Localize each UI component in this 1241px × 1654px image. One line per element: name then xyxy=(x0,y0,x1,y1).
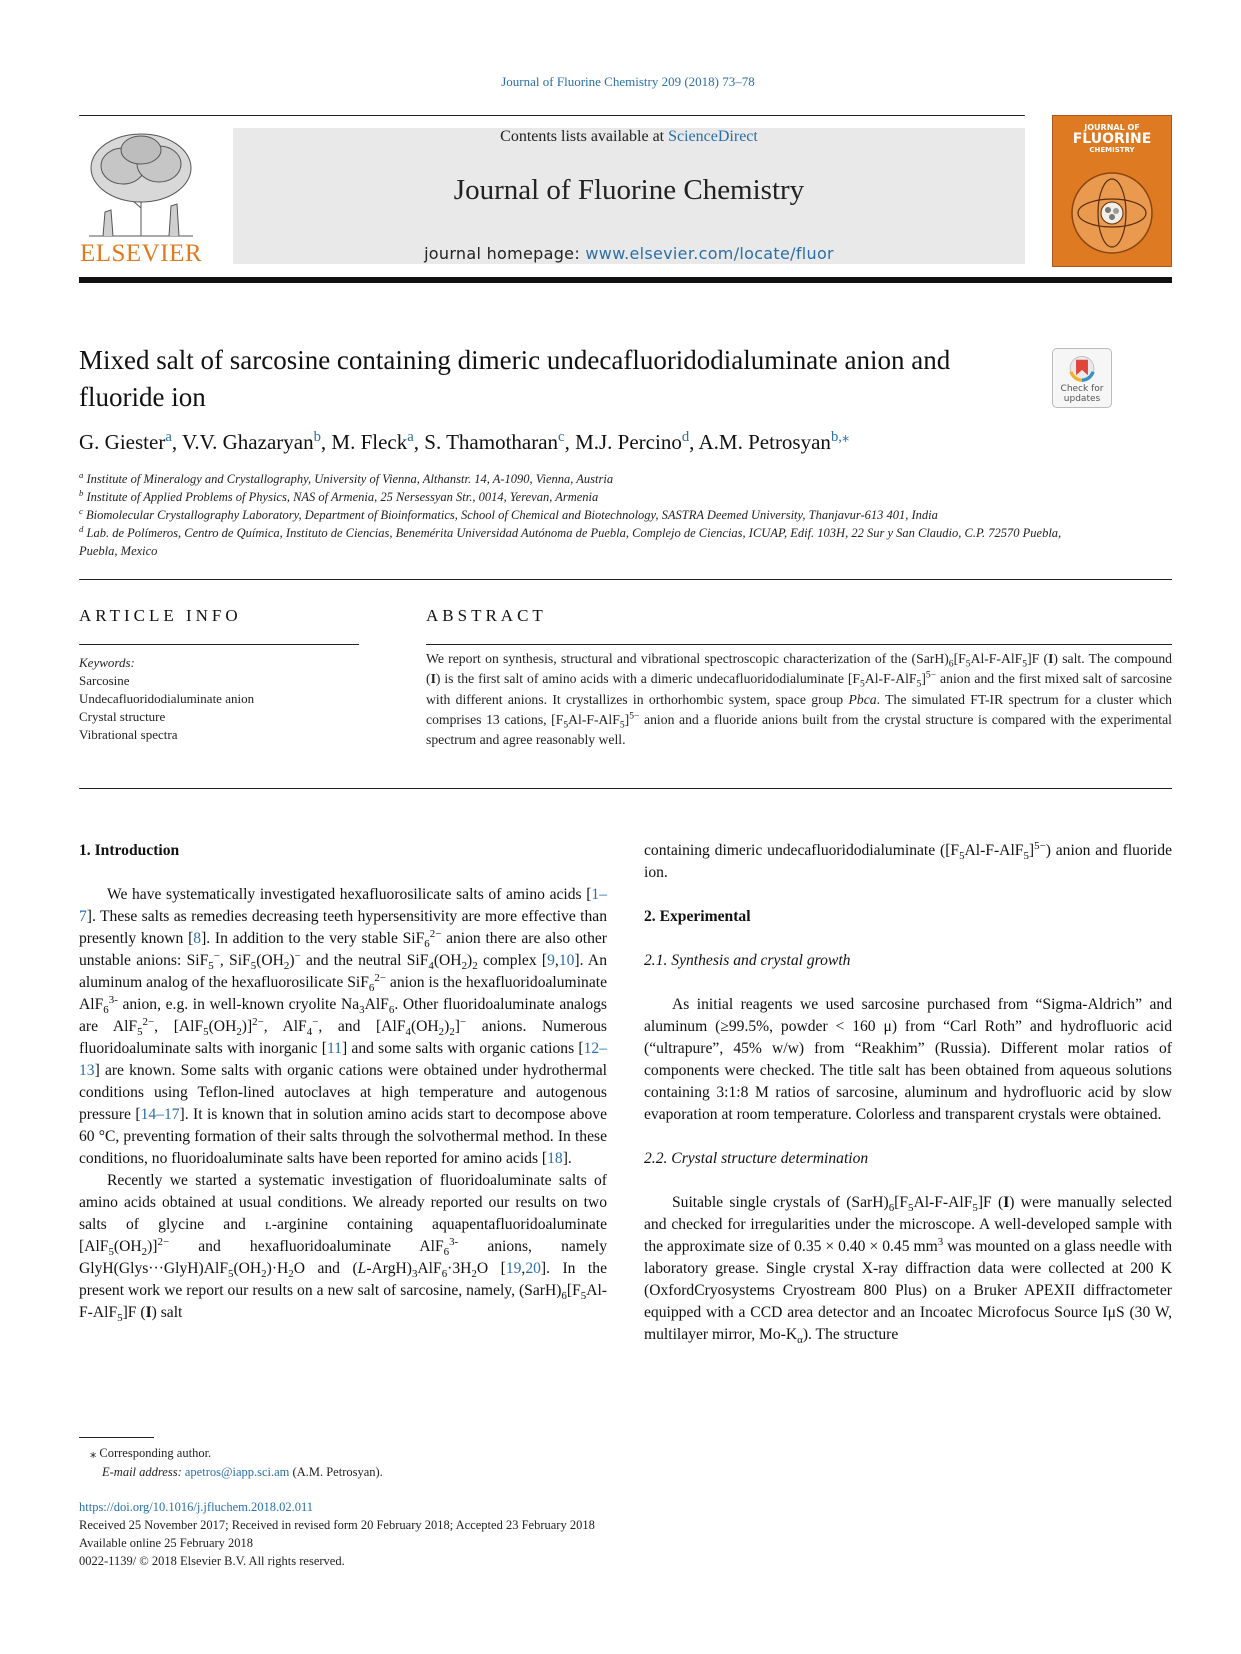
elsevier-wordmark: ELSEVIER xyxy=(79,240,203,267)
author-email-link[interactable]: apetros@iapp.sci.am xyxy=(184,1465,290,1479)
crossmark-icon xyxy=(1053,353,1111,387)
keyword-item: Sarcosine xyxy=(79,673,130,688)
author-affiliation-marker[interactable]: c xyxy=(558,429,565,445)
corresponding-author-footnote xyxy=(90,1444,383,1482)
crystal-structure-heading: 2.2. Crystal structure determination xyxy=(644,1150,869,1167)
section-rule xyxy=(79,788,1172,789)
cover-atom-icon xyxy=(1067,168,1157,258)
keywords-block xyxy=(79,654,254,744)
author-name: A.M. Petrosyan xyxy=(698,430,831,454)
author-affiliation-marker[interactable]: b,⁎ xyxy=(830,429,850,445)
keyword-item: Crystal structure xyxy=(79,709,166,724)
sciencedirect-link[interactable]: ScienceDirect xyxy=(668,128,758,145)
affiliation-item xyxy=(79,524,1099,560)
affiliation-text: Biomolecular Crystallography Laboratory, Department of Bioinformatics, School of Chemical and Biotechnology, SASTRA Deemed University, Thanjavur-613 401, India xyxy=(82,508,938,522)
email-owner: (A.M. Petrosyan). xyxy=(292,1465,383,1479)
cover-title xyxy=(1059,124,1165,154)
affiliation-key: d xyxy=(79,523,84,534)
affiliation-text: Institute of Mineralogy and Crystallography, University of Vienna, Althanstr. 14, A-1090, Vienna, Austria xyxy=(83,472,614,486)
keyword-item: Undecafluoridodialuminate anion xyxy=(79,691,255,706)
journal-header-box xyxy=(233,128,1025,264)
synthesis-heading: 2.1. Synthesis and crystal growth xyxy=(644,952,851,969)
author-name: G. Giester xyxy=(79,430,166,454)
structure-paragraph: Suitable single crystals of $(SarH)_6[F_5Al-F-AlF_5]F$ (I) were manually selected and checked for irregularities under the microscope. A well-developed sample with the approximate size of 0.35 × 0.40 × 0.45 $mm^3$ was mounted on a glass needle with laboratory grease. Single crystal X-ray diffraction data were collected at 200 K (OxfordCryosystems Cryostream 800 Plus) on a Bruker APEXII diffractometer equipped with a CCD area detector and an Incoatec Microfocus Source IμS (30 W, multilayer mirror, $Mo-K_\alpha$). The structure xyxy=(644,1194,1172,1347)
affiliation-key: b xyxy=(79,487,84,498)
intro-paragraph: We have systematically investigated hexafluorosilicate salts of amino acids [1–7]. These salts as remedies decreasing teeth hypersensitivity are more effective than presently known [8]. In addition to the very stable SiF$_6^{2-}$ anion there are also other unstable anions: SiF$_5$−, $SiF_5(OH_2)^-$ and the neutral $SiF_4(OH_2)_2$ complex [9,10]. An aluminum analog of the hexafluorosilicate SiF$_6^{2-}$ anion is the hexafluoridoaluminate AlF$_6^{3-}$ anion, e.g. in well-known cryolite $Na_3AlF_6$. Other fluoridoaluminate analogs are AlF$_5^{2-}$, $[AlF_5(OH_2)]^{2-}$, AlF$_4$−, and $[AlF_4(OH_2)_2]^-$ anions. Numerous fluoridoaluminate salts with inorganic [11] and some salts with organic cations [12–13] are known. Some salts with organic cations were obtained under hydrothermal conditions using Teflon-lined autoclaves at high temperature and autogenous pressure [14–17]. It is known that in solution amino acids start to decompose above 60 °C, preventing formation of their salts through the solvothermal method. In these conditions, no fluoridoaluminate salts have been reported for amino acids [18]. xyxy=(79,886,607,1167)
author-affiliation-marker[interactable]: d xyxy=(681,429,690,445)
article-title: Mixed salt of sarcosine containing dimeric undecafluoridodialuminate anion and fluoride ion xyxy=(79,345,951,412)
affiliation-list xyxy=(79,470,1099,560)
affiliation-item xyxy=(79,488,1099,506)
journal-homepage-link[interactable]: www.elsevier.com/locate/fluor xyxy=(585,244,834,263)
email-line xyxy=(90,1463,383,1482)
publication-info xyxy=(79,1498,595,1570)
contents-available-line xyxy=(233,128,1025,146)
doi-link[interactable]: https://doi.org/10.1016/j.jfluchem.2018.02.011 xyxy=(79,1500,314,1514)
email-label: E-mail address: xyxy=(102,1465,182,1479)
cover-title-line1: JOURNAL OF xyxy=(1084,123,1140,132)
author-affiliation-marker[interactable]: b xyxy=(313,429,321,445)
affiliation-text: Lab. de Polímeros, Centro de Química, Instituto de Ciencias, Benemérita Universidad Autónoma de Puebla, Complejo de Ciencias, ICUAP, Edif. 103H, 22 Sur y San Claudio, C.P. 72570 Puebla, Puebla, Mexico xyxy=(79,526,1062,558)
available-online-date: Available online 25 February 2018 xyxy=(79,1536,254,1550)
header-thick-rule xyxy=(79,277,1172,283)
received-dates: Received 25 November 2017; Received in revised form 20 February 2018; Accepted 23 February 2018 xyxy=(79,1518,595,1532)
affiliation-key: a xyxy=(79,469,84,480)
cover-title-line3: CHEMISTRY xyxy=(1089,146,1135,155)
check-for-updates-badge[interactable] xyxy=(1052,348,1112,408)
cover-title-line2: FLUORINE xyxy=(1072,131,1152,148)
intro-paragraph-continued: containing dimeric undecafluoridodialuminate $([F_5Al-F-AlF_5]^{5-})$ anion and fluoride ion. xyxy=(644,839,1172,881)
intro-paragraph: Recently we started a systematic investigation of fluoridoaluminate salts of amino acids obtained at usual conditions. We already reported our results on two salts of glycine and l-arginine containing aquapentafluoridoaluminate $[AlF_5(OH_2)]^{2-}$ and hexafluoridoaluminate AlF$_6^{3-}$ anions, namely $GlyH(Glys\cdot\cdot\cdot GlyH)AlF_5(OH_2)\cdot H_2O$ and $(L-ArgH)_3AlF_6\cdot 3H_2O$ [19,20]. In the present work we report our results on a new salt of sarcosine, namely, $(SarH)_6[F_5Al-F-AlF_5]F$ (I) salt xyxy=(79,1172,607,1325)
affiliation-item xyxy=(79,470,1099,488)
author-affiliation-marker[interactable]: a xyxy=(165,429,172,445)
article-info-heading: ARTICLE INFO xyxy=(79,606,242,625)
article-info-rule xyxy=(79,644,359,645)
elsevier-tree-icon xyxy=(83,128,199,238)
keywords-label: Keywords: xyxy=(79,655,135,670)
corresponding-author-note: ⁎ Corresponding author. xyxy=(90,1446,212,1460)
check-for-updates-label: Check for updates xyxy=(1060,384,1104,404)
journal-citation[interactable]: Journal of Fluorine Chemistry 209 (2018) 73–78 xyxy=(501,74,755,89)
affiliation-item xyxy=(79,506,1099,524)
header-top-rule xyxy=(79,115,1025,116)
author-name: V.V. Ghazaryan xyxy=(181,430,314,454)
affiliation-key: c xyxy=(79,505,83,516)
journal-homepage-line xyxy=(233,244,1025,263)
footnote-rule xyxy=(79,1437,154,1438)
author-name: S. Thamotharan xyxy=(424,430,559,454)
homepage-prefix: journal homepage: xyxy=(424,244,586,263)
author-name: M. Fleck xyxy=(331,430,408,454)
contents-prefix: Contents lists available at xyxy=(500,128,669,145)
author-affiliation-marker[interactable]: a xyxy=(407,429,414,445)
body-column-right xyxy=(644,840,1172,1346)
introduction-heading: 1. Introduction xyxy=(79,842,180,859)
synthesis-paragraph: As initial reagents we used sarcosine purchased from “Sigma-Aldrich” and aluminum (≥99.5%, powder < 160 μ) from “Carl Roth” and hydrofluoric acid (“ultrapure”, 45% w/w) from “Reakhim” (Russia). Different molar ratios of components were checked. The title salt has been obtained from aqueous solutions containing 3:1:8 M ratios of sarcosine, aluminum and hydrofluoric acid by slow evaporation at room temperature. Colorless and transparent crystals were obtained. xyxy=(644,996,1172,1123)
keyword-item: Vibrational spectra xyxy=(79,727,178,742)
body-column-left xyxy=(79,840,607,1324)
author-list: G. Giester$^a$, V.V. Ghazaryan$^b$, M. Fleck$^a$, S. Thamotharan$^c$, M.J. Percino$^d$, A.M. Petrosyan$^{b,⁎}$ xyxy=(79,429,850,454)
affiliation-text: Institute of Applied Problems of Physics, NAS of Armenia, 25 Nersessyan Str., 0014, Yerevan, Armenia xyxy=(83,490,599,504)
section-rule xyxy=(79,579,1172,580)
author-name: M.J. Percino xyxy=(575,430,682,454)
abstract-rule xyxy=(426,644,1172,645)
abstract-text: We report on synthesis, structural and vibrational spectroscopic characterization of the $(SarH)_6[F_5Al-F-AlF_5]F$ (I) salt. The compound (I) is the first salt of amino acids with a dimeric undecafluoridodialuminate $[F_5Al-F-AlF_5]^{5-}$ anion and the first mixed salt of sarcosine with different anions. It crystallizes in orthorhombic system, space group Pbca. The simulated FT-IR spectrum for a cluster which comprises 13 cations, $[F_5Al-F-AlF_5]^{5-}$ anion and a fluoride anions built from the crystal structure is compared with the experimental spectrum and agree reasonably well. xyxy=(426,651,1173,748)
elsevier-logo xyxy=(79,128,203,268)
abstract-heading: ABSTRACT xyxy=(426,606,547,625)
journal-cover-thumbnail[interactable] xyxy=(1052,115,1172,267)
journal-name: Journal of Fluorine Chemistry xyxy=(453,174,805,206)
experimental-heading: 2. Experimental xyxy=(644,908,751,925)
copyright-line: 0022-1139/ © 2018 Elsevier B.V. All rights reserved. xyxy=(79,1554,345,1568)
